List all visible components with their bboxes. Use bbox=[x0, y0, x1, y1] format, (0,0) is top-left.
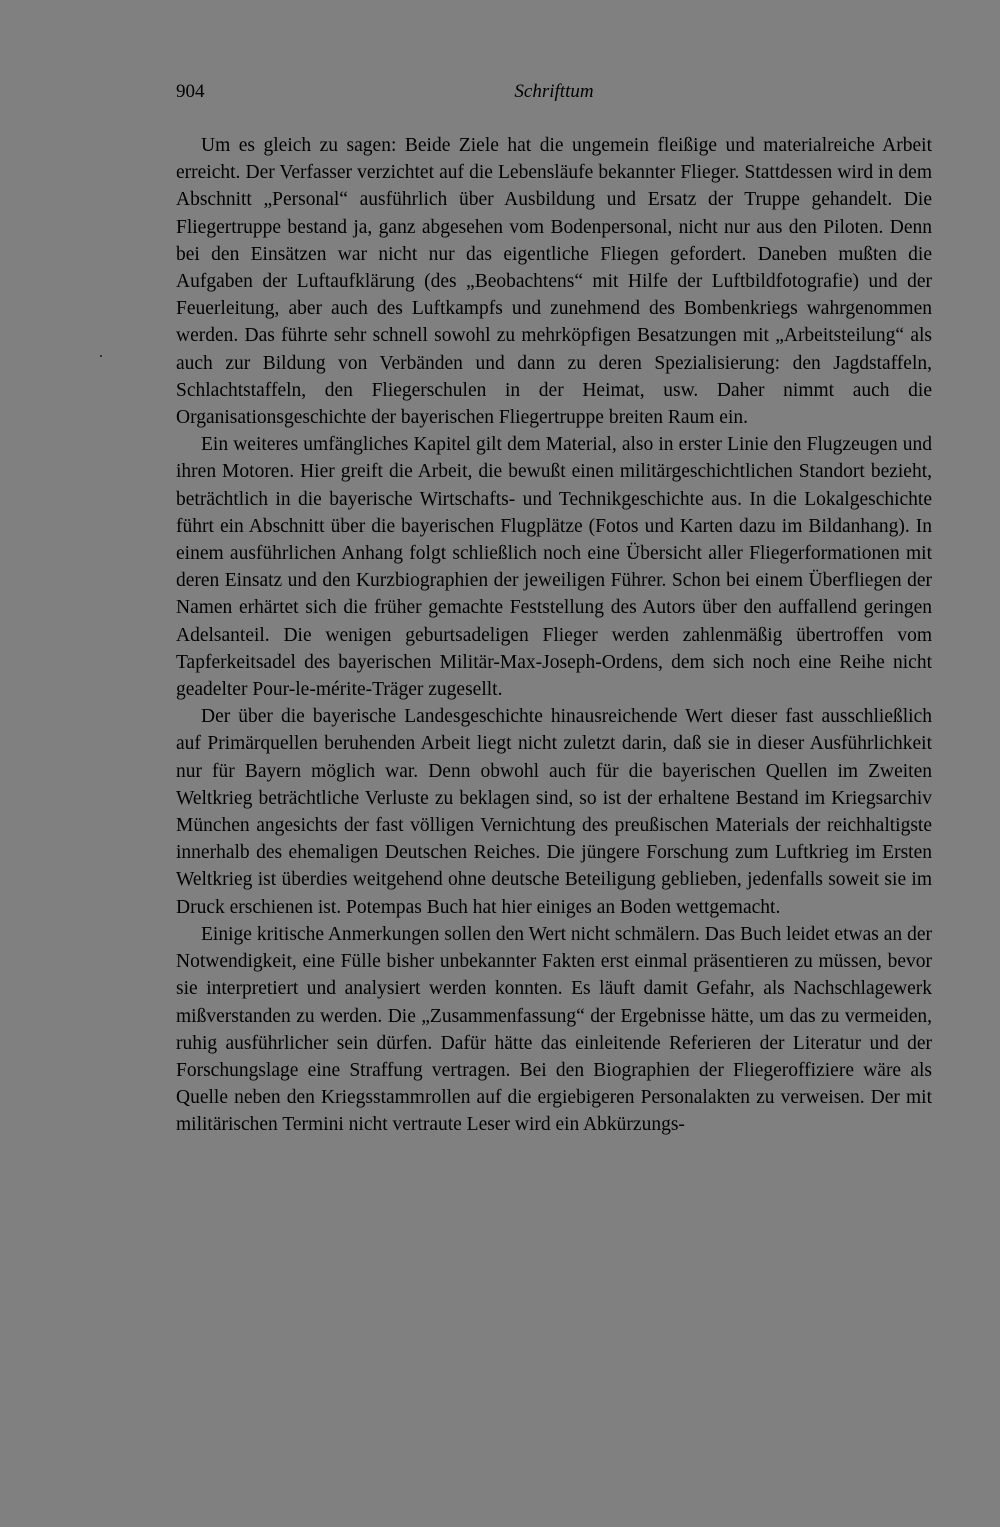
paragraph: Ein weiteres umfängliches Kapitel gilt dem Material, also in erster Linie den Flugzeugen und ihren Motoren. Hier greift die Arbeit, die bewußt einen militärgeschichtlichen Standort bezieht, beträchtlich in die bayerische Wirtschafts- und Technikgeschichte aus. In die Lokalgeschichte führt ein Abschnitt über die bayerischen Flugplätze (Fotos und Karten dazu im Bildanhang). In einem ausführlichen Anhang folgt schließlich noch eine Übersicht aller Fliegerformationen mit deren Einsatz und den Kurzbiographien der jeweiligen Führer. Schon bei einem Überfliegen der Namen erhärtet sich die früher gemachte Feststellung des Autors über den auffallend geringen Adelsanteil. Die wenigen geburtsadeligen Flieger werden zahlenmäßig übertroffen vom Tapferkeitsadel des bayerischen Militär-Max-Joseph-Ordens, dem sich noch eine Reihe nicht geadelter Pour-le-mérite-Träger zugesellt. bbox=[176, 434, 932, 701]
paragraph: Einige kritische Anmerkungen sollen den Wert nicht schmälern. Das Buch leidet etwas an der Notwendigkeit, eine Fülle bisher unbekannter Fakten erst einmal präsentieren zu müssen, bevor sie interpretiert und analysiert werden konnten. Es läuft damit Gefahr, als Nachschlagewerk mißverstanden zu werden. Die „Zusammenfassung“ der Ergebnisse hätte, um das zu vermeiden, ruhig ausführlicher sein dürfen. Dafür hätte das einleitende Referieren der Literatur und der Forschungslage eine Straffung vertragen. Bei den Biographien der Fliegeroffiziere wäre als Quelle neben den Kriegsstammrollen auf die ergiebigeren Personalakten zu verweisen. Der mit militärischen Termini nicht vertraute Leser wird ein Abkürzungs- bbox=[176, 923, 932, 1136]
body-text bbox=[176, 132, 932, 1139]
paragraph: Der über die bayerische Landesgeschichte hinausreichende Wert dieser fast ausschließlich auf Primärquellen beruhenden Arbeit liegt nicht zuletzt darin, daß sie in dieser Ausführlichkeit nur für Bayern möglich war. Denn obwohl auch für die bayerischen Quellen im Zweiten Weltkrieg beträchtliche Verluste zu beklagen sind, so ist der erhaltene Bestand im Kriegsarchiv München angesichts der fast völligen Vernichtung des preußischen Materials der reichhaltigste innerhalb des ehemaligen Deutschen Reiches. Die jüngere Forschung zum Luftkrieg im Ersten Weltkrieg ist überdies weitgehend ohne deutsche Beteiligung geblieben, jedenfalls soweit sie im Druck erschienen ist. Potempas Buch hat hier einiges an Boden wettgemacht. bbox=[176, 706, 932, 918]
page-number: 904 bbox=[176, 81, 205, 102]
scan-speck bbox=[100, 355, 102, 357]
page-header bbox=[176, 78, 932, 106]
book-page bbox=[176, 0, 932, 1527]
running-title: Schrifttum bbox=[514, 81, 594, 102]
paragraph: Um es gleich zu sagen: Beide Ziele hat die ungemein fleißige und materialreiche Arbeit erreicht. Der Verfasser verzichtet auf die Lebensläufe bekannter Flieger. Stattdessen wird in dem Abschnitt „Personal“ ausführlich über Ausbildung und Ersatz der Truppe gehandelt. Die Fliegertruppe bestand ja, ganz abgesehen vom Bodenpersonal, nicht nur aus den Piloten. Denn bei den Einsätzen war nicht nur das eigentliche Fliegen gefordert. Daneben mußten die Aufgaben der Luftaufklärung (des „Beobachtens“ mit Hilfe der Luftbildfotografie) und der Feuerleitung, aber auch des Luftkampfs und zunehmend des Bombenkriegs wahrgenommen werden. Das führte sehr schnell sowohl zu mehrköpfigen Besatzungen mit „Arbeitsteilung“ als auch zur Bildung von Verbänden und dann zu deren Spezialisierung: den Jagdstaffeln, Schlachtstaffeln, den Fliegerschulen in der Heimat, usw. Daher nimmt auch die Organisationsgeschichte der bayerischen Fliegertruppe breiten Raum ein. bbox=[176, 135, 932, 429]
